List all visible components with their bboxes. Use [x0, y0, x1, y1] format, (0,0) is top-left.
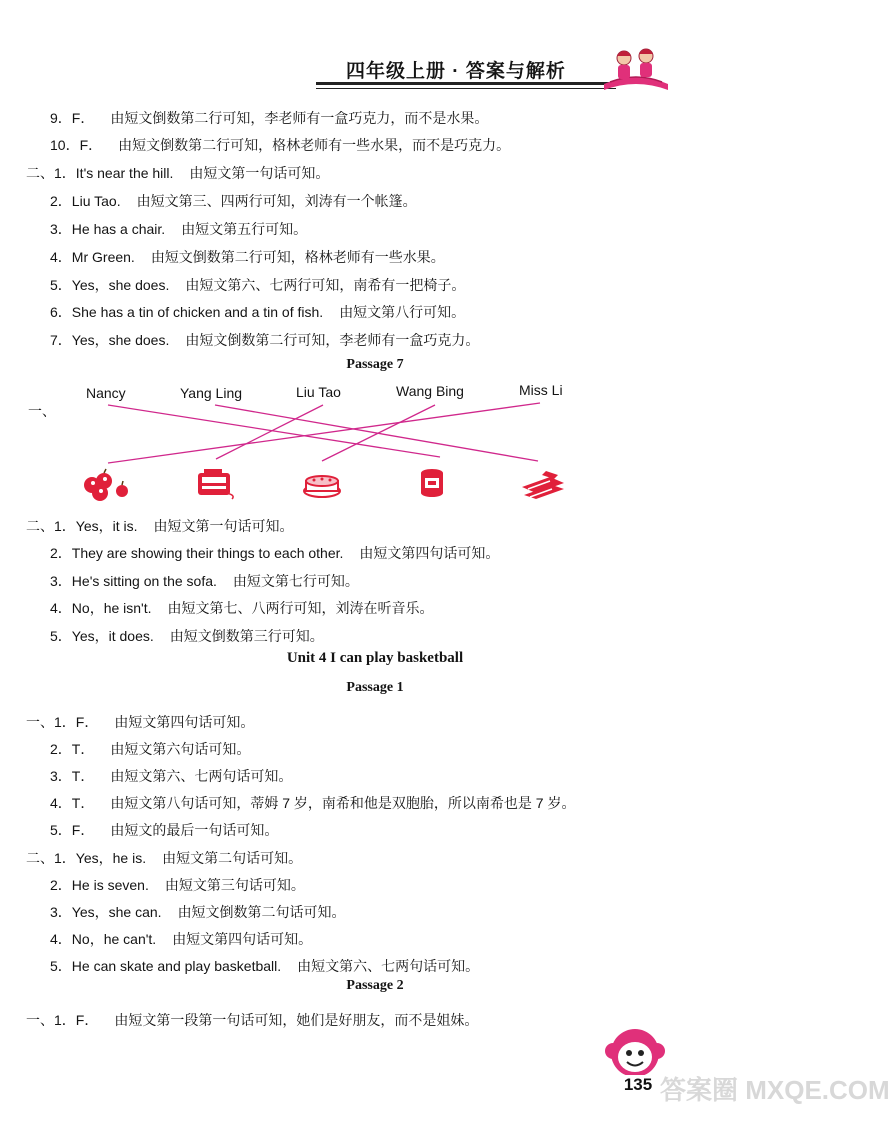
answer-number: 5． [50, 628, 72, 644]
answer-english: He is seven. [71, 877, 149, 893]
answer-line [50, 875, 305, 895]
answer-explanation: 由短文第三句话可知。 [164, 877, 305, 893]
answer-english: No，he isn't. [71, 600, 152, 616]
answer-line [26, 1010, 478, 1030]
answer-number: 3．T． [50, 768, 95, 784]
answer-explanation: 由短文第六、七两行可知，南希有一把椅子。 [185, 277, 466, 293]
answer-line [50, 902, 346, 922]
answer-english: It's near the hill. [75, 165, 174, 181]
page-number: 135 [618, 1075, 658, 1095]
match-line-wang-bing [322, 405, 435, 461]
passage-7-title: Passage 7 [346, 357, 404, 372]
answer-english: She has a tin of chicken and a tin of fish. [71, 304, 324, 320]
answer-english: Liu Tao. [71, 193, 121, 209]
answer-number: 3． [50, 221, 72, 237]
answer-number: 7． [50, 332, 72, 348]
answer-explanation: 由短文第一句话可知。 [189, 165, 330, 181]
answer-english: No，he can't. [71, 931, 157, 947]
watermark: 答案圈 MXQE.COM [660, 1075, 890, 1105]
answer-english: Yes，he is. [75, 850, 147, 866]
answer-explanation: 由短文第六句话可知。 [110, 741, 251, 757]
answer-number: 2． [50, 545, 72, 561]
answer-line [26, 516, 294, 536]
answer-english: He's sitting on the sofa. [71, 573, 217, 589]
book-picture [522, 471, 564, 499]
answer-number: 二、1． [26, 518, 76, 534]
answer-explanation: 由短文第四句话可知。 [359, 545, 500, 561]
unit-4-title: Unit 4 I can play basketball [286, 650, 464, 666]
answer-number: 6． [50, 304, 72, 320]
answer-explanation: 由短文第七行可知。 [232, 573, 359, 589]
name-label-miss-li: Miss Li [519, 382, 563, 398]
answer-explanation: 由短文第八句话可知，蒂姆 7 岁，南希和他是双胞胎，所以南希也是 7 岁。 [110, 795, 576, 811]
answer-line [26, 712, 254, 732]
answer-line [50, 626, 324, 646]
unit-4-passage-2-title: Passage 2 [346, 978, 404, 993]
match-line-yang-ling [215, 405, 538, 461]
answer-line [26, 848, 302, 868]
answer-number: 一、1．F． [26, 714, 99, 730]
answer-number: 二、1． [26, 165, 76, 181]
kids-reading-icon [600, 44, 672, 92]
answer-explanation: 由短文倒数第二行可知，格林老师有一些水果。 [150, 249, 445, 265]
answer-line [50, 247, 445, 267]
radio-picture [198, 469, 233, 499]
answer-english: They are showing their things to each other. [71, 545, 344, 561]
answer-number: 9．F． [50, 110, 95, 126]
header-rule-thin [316, 88, 616, 89]
header-rule-thick [316, 82, 616, 85]
answer-line [50, 739, 250, 759]
answer-english: Mr Green. [71, 249, 135, 265]
answer-explanation: 由短文第四句话可知。 [114, 714, 255, 730]
unit-4-passage-1-title: Passage 1 [346, 680, 404, 695]
answer-line [50, 543, 499, 563]
answer-explanation: 由短文第一段第一句话可知，她们是好朋友，而不是姐妹。 [114, 1012, 479, 1028]
answer-line [50, 219, 307, 239]
answer-number: 2． [50, 877, 72, 893]
cake-picture [304, 476, 340, 497]
name-label-yang-ling: Yang Ling [180, 385, 243, 401]
answer-number: 3． [50, 573, 72, 589]
name-label-wang-bing: Wang Bing [396, 383, 464, 399]
matching-exercise [0, 375, 750, 510]
answer-line [50, 302, 465, 322]
answer-english: Yes，she does. [71, 277, 170, 293]
answer-english: He has a chair. [71, 221, 166, 237]
answer-line [50, 191, 417, 211]
answer-line [50, 135, 510, 155]
section-label: 一、 [28, 403, 56, 419]
answer-english: Yes，she can. [71, 904, 162, 920]
name-label-nancy: Nancy [86, 385, 126, 401]
answer-number: 4． [50, 600, 72, 616]
answer-english: He can skate and play basketball. [71, 958, 282, 974]
answer-explanation: 由短文倒数第二行可知，格林老师有一些水果，而不是巧克力。 [118, 137, 511, 153]
answer-explanation: 由短文的最后一句话可知。 [110, 822, 279, 838]
answer-explanation: 由短文倒数第二行可知，李老师有一盒巧克力，而不是水果。 [110, 110, 489, 126]
page-header [316, 48, 626, 92]
answer-explanation: 由短文第七、八两行可知，刘涛在听音乐。 [167, 600, 434, 616]
answer-line [50, 330, 479, 350]
answer-line [50, 929, 312, 949]
answer-explanation: 由短文第三、四两行可知，刘涛有一个帐篷。 [136, 193, 417, 209]
answer-number: 5． [50, 277, 72, 293]
answer-english: Yes，it is. [75, 518, 138, 534]
answer-number: 二、1． [26, 850, 76, 866]
answer-explanation: 由短文第五行可知。 [181, 221, 308, 237]
answer-line [50, 956, 479, 976]
answer-explanation: 由短文第六、七两句话可知。 [297, 958, 480, 974]
answer-number: 3． [50, 904, 72, 920]
answer-explanation: 由短文第一句话可知。 [153, 518, 294, 534]
answer-line [26, 163, 329, 183]
answer-number: 10．F． [50, 137, 103, 153]
answer-number: 5． [50, 958, 72, 974]
answer-english: Yes，she does. [71, 332, 170, 348]
apples-picture [84, 469, 128, 501]
match-line-nancy [108, 405, 440, 457]
answer-number: 4． [50, 249, 72, 265]
tin-picture [421, 469, 443, 497]
answer-number: 5．F． [50, 822, 95, 838]
answer-number: 4． [50, 931, 72, 947]
answer-line [50, 598, 434, 618]
answer-line [50, 766, 292, 786]
answer-explanation: 由短文第八行可知。 [339, 304, 466, 320]
answer-number: 2．T． [50, 741, 95, 757]
answer-explanation: 由短文第四句话可知。 [172, 931, 313, 947]
answer-explanation: 由短文第二句话可知。 [162, 850, 303, 866]
name-label-liu-tao: Liu Tao [296, 384, 341, 400]
answer-explanation: 由短文倒数第二行可知，李老师有一盒巧克力。 [185, 332, 480, 348]
answer-number: 2． [50, 193, 72, 209]
answer-english: Yes，it does. [71, 628, 154, 644]
answer-number: 一、1．F． [26, 1012, 99, 1028]
answer-line [50, 793, 575, 813]
header-title: 四年级上册 · 答案与解析 [346, 61, 566, 82]
answer-line [50, 571, 359, 591]
match-line-liu-tao [216, 405, 323, 459]
answer-explanation: 由短文第六、七两句话可知。 [110, 768, 293, 784]
answer-explanation: 由短文倒数第二句话可知。 [177, 904, 346, 920]
match-line-miss-li [108, 403, 540, 463]
answer-line [50, 108, 488, 128]
answer-explanation: 由短文倒数第三行可知。 [169, 628, 324, 644]
answer-line [50, 275, 465, 295]
matching-lines [0, 375, 750, 510]
answer-line [50, 820, 278, 840]
answer-number: 4．T． [50, 795, 95, 811]
